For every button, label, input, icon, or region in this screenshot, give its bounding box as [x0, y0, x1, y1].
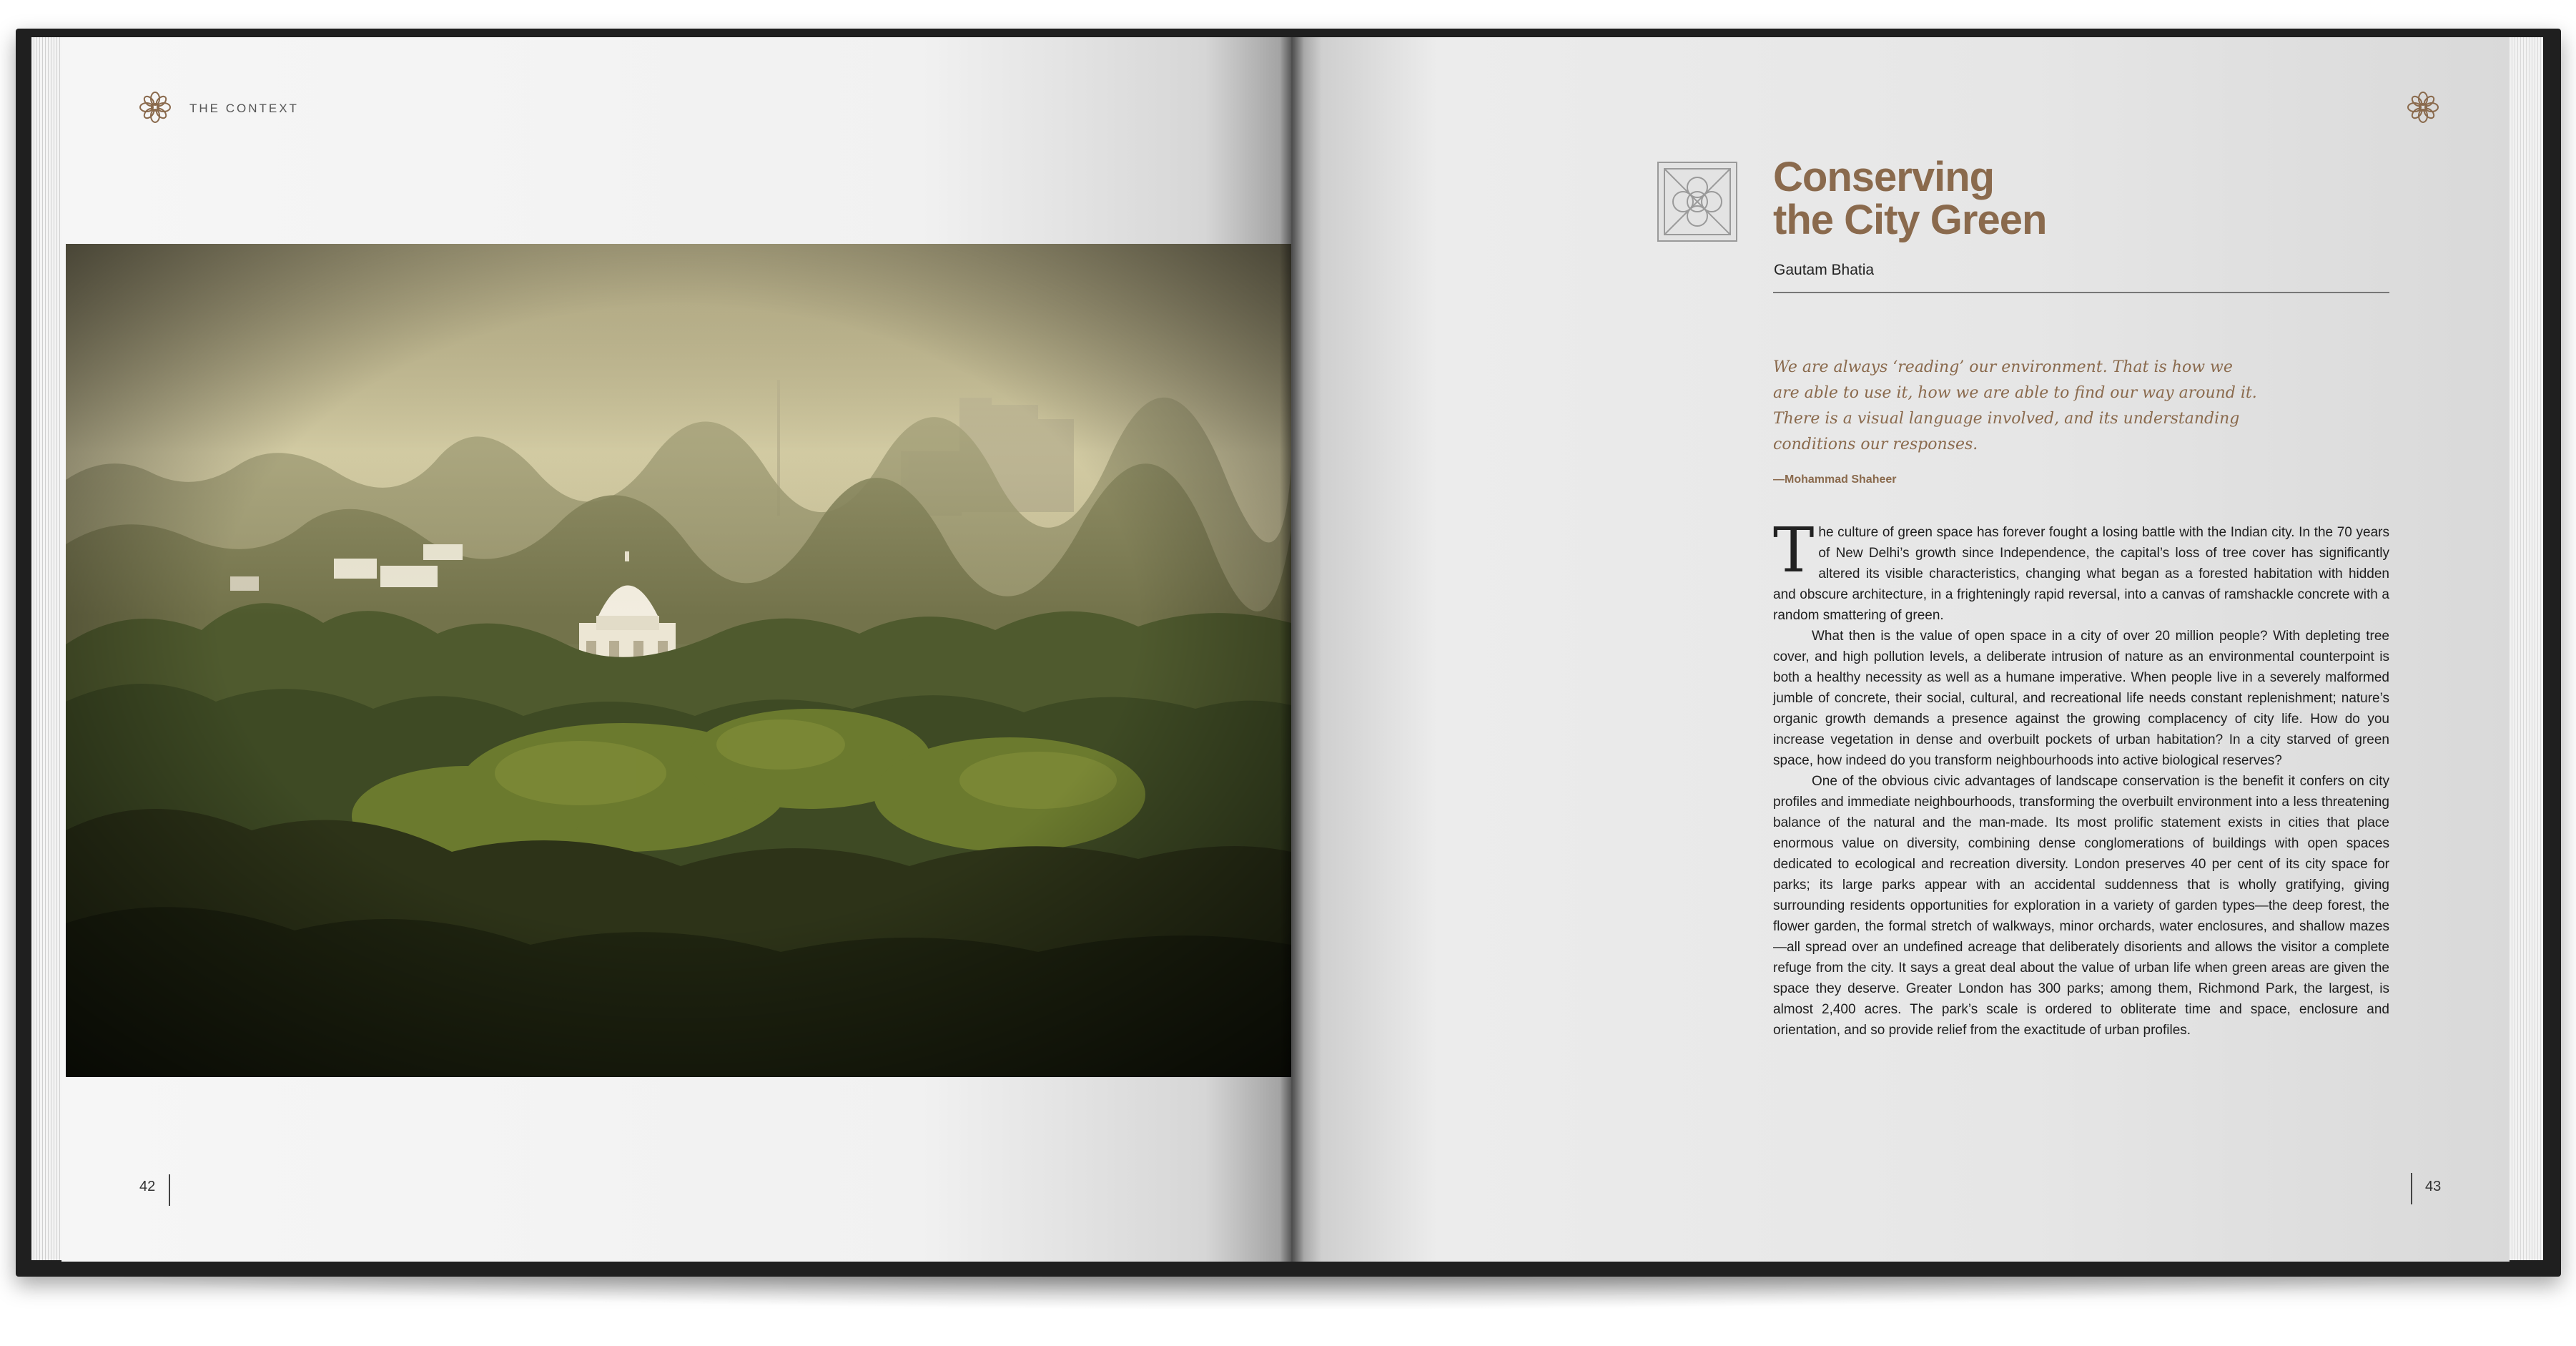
book-gutter: [1280, 37, 1304, 1262]
flower-ornament-icon: [137, 89, 173, 125]
landscape-photo: [66, 244, 1291, 1077]
page-number-right: 43: [2425, 1179, 2442, 1194]
running-head: THE CONTEXT: [189, 102, 299, 115]
page-edges-left: [31, 37, 66, 1260]
paragraph: What then is the value of open space in a city of over 20 million people? With depleting tree cover, and high pollution levels, a deliberate intrusion of nature as an environmental counterpoint is both a healthy necessity as well as a humane imperative. When people live in a severely malformed jumble of concrete, their social, cultural, and recreational life needs constant replenishment; nature’s organic growth demands a presence against the growing complacency of city life. How do you increase vegetation in dense and overbuilt pockets of urban habitation? In a city starved of green space, how indeed do you transform neighbourhoods into active biological reserves?: [1773, 629, 2389, 768]
page-number-left: 42: [139, 1179, 156, 1194]
author-name: Gautam Bhatia: [1774, 262, 1875, 278]
body-text: [1773, 515, 2389, 1041]
epigraph-attribution: —Mohammad Shaheer: [1773, 473, 1897, 486]
author-rule: [1773, 292, 2389, 293]
chapter-title: [1773, 156, 2417, 242]
folio-rule-left: [169, 1174, 170, 1206]
epigraph-quote: We are always ‘reading’ our environment. That is how we are able to use it, how we are able to find our way around it. There is a visual language involved, and its understanding conditions our responses.: [1773, 358, 2257, 453]
photo-illustration: [66, 244, 1291, 1077]
drop-cap: T: [1773, 515, 1815, 586]
paragraph: [1773, 515, 2389, 626]
lattice-emblem-icon: [1657, 162, 1737, 242]
paragraph: One of the obvious civic advantages of landscape conservation is the benefit it confers on city profiles and immediate neighbourhoods, transforming the overbuilt environment into a less threatening balance of the natural and the man-made. Its most prolific statement exists in cities that place enormous value on diversity, combining dense conglomerations of buildings with open spaces dedicated to ecological and recreation diversity. London preserves 40 per cent of its city space for parks; its large parks appear with an accidental suddenness that is wholly gratifying, giving surrounding residents opportunities for exploration in a variety of garden types—the deep forest, the flower garden, the formal stretch of walkways, minor orchards, water enclosures, and shallow mazes—all spread over an undefined acreage that deliberately disorients and allows the visitor a complete refuge from the city. It says a great deal about the value of urban life when green areas are given the space they deserve. Greater London has 300 parks; among them, Richmond Park, the largest, is almost 2,400 acres. The park’s scale is ordered to obliterate time and space, enclosure and orientation, and so provide relief from the exactitude of urban profiles.: [1773, 774, 2389, 1038]
paragraph-text: he culture of green space has forever fought a losing battle with the Indian city. In the 70 years of New Delhi’s growth since Independence, the capital’s loss of tree cover has significantly altered its visible characteristics, changing what began as a forested habitation with hidden and obscure architecture, in a frighteningly rapid reversal, into a canvas of ramshackle concrete with a random smattering of green.: [1773, 525, 2389, 623]
title-line-1: Conserving: [1773, 154, 1995, 200]
flower-ornament-icon: [2405, 89, 2441, 125]
folio-rule-right: [2411, 1173, 2412, 1204]
title-line-2: the City Green: [1773, 197, 2047, 243]
page-edges-right: [2506, 37, 2543, 1260]
